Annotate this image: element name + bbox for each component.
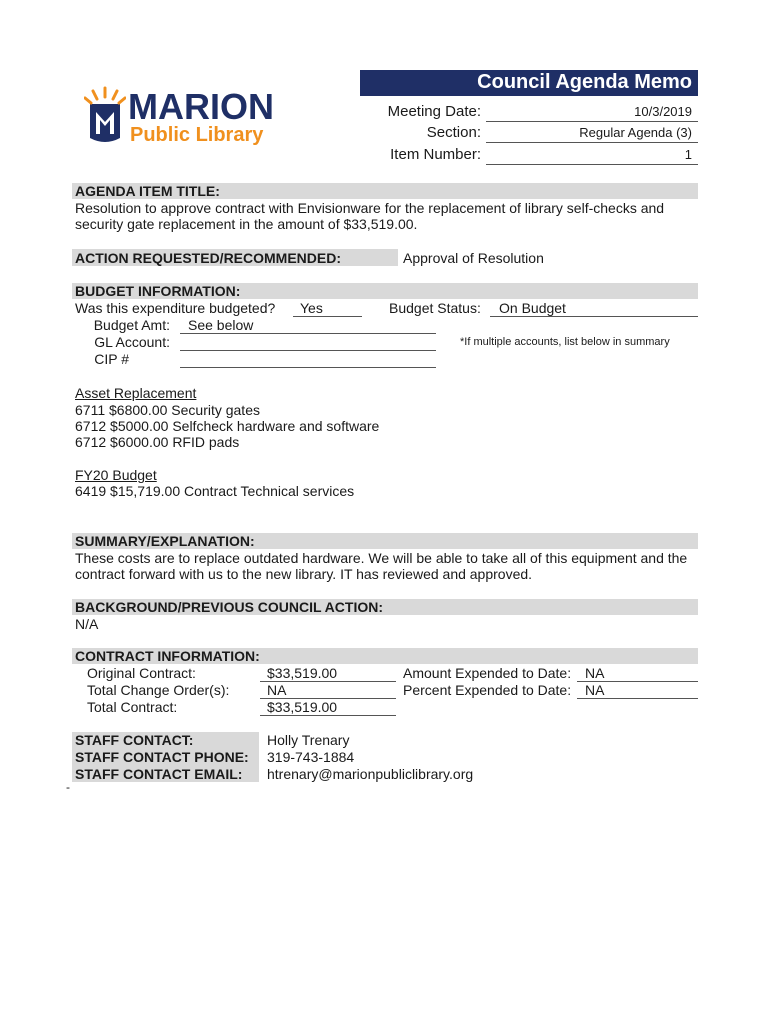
fy20-heading: FY20 Budget xyxy=(75,467,157,483)
staff-phone-value: 319-743-1884 xyxy=(267,749,355,765)
budget-amt-value: See below xyxy=(188,317,254,333)
asset-line: 6712 $6000.00 RFID pads xyxy=(75,434,240,450)
staff-contact-label: STAFF CONTACT: xyxy=(75,732,194,748)
meeting-date-label: Meeting Date: xyxy=(387,103,481,120)
contract-heading: CONTRACT INFORMATION: xyxy=(75,648,260,664)
change-order-value: NA xyxy=(267,682,287,698)
gl-account-label: GL Account: xyxy=(94,334,170,350)
change-order-label: Total Change Order(s): xyxy=(87,682,230,698)
asset-heading: Asset Replacement xyxy=(75,385,197,401)
footer-mark: - xyxy=(66,780,70,794)
original-contract-value: $33,519.00 xyxy=(267,665,338,681)
item-number-label: Item Number: xyxy=(390,146,481,163)
amount-expended-value: NA xyxy=(585,665,605,681)
memo-title: Council Agenda Memo xyxy=(477,71,692,93)
percent-expended-label: Percent Expended to Date: xyxy=(403,682,572,698)
meeting-date-line xyxy=(486,121,698,122)
agenda-item-line2: security gate replacement in the amount of $33,519.00. xyxy=(75,216,418,232)
meeting-date-value: 10/3/2019 xyxy=(634,104,692,119)
agenda-item-heading: AGENDA ITEM TITLE: xyxy=(75,183,220,199)
budgeted-answer: Yes xyxy=(300,300,323,316)
fy20-line: 6419 $15,719.00 Contract Technical services xyxy=(75,483,355,499)
amount-expended-label: Amount Expended to Date: xyxy=(403,665,572,681)
section-label: Section: xyxy=(426,124,481,141)
logo-subname: Public Library xyxy=(130,124,264,146)
section-value: Regular Agenda (3) xyxy=(579,125,692,140)
total-contract-line xyxy=(260,715,396,716)
asset-line: 6712 $5000.00 Selfcheck hardware and software xyxy=(75,418,380,434)
staff-email-label: STAFF CONTACT EMAIL: xyxy=(75,766,243,782)
summary-line1: These costs are to replace outdated hardware. We will be able to take all of this equipment and the xyxy=(75,550,688,566)
background-value: N/A xyxy=(75,616,99,632)
agenda-item-line1: Resolution to approve contract with Envisionware for the replacement of library self-checks and xyxy=(75,200,665,216)
multiple-accounts-note: *If multiple accounts, list below in summary xyxy=(460,336,670,348)
summary-line2: contract forward with us to the new library. IT has reviewed and approved. xyxy=(75,566,533,582)
total-contract-label: Total Contract: xyxy=(87,699,178,715)
original-contract-label: Original Contract: xyxy=(87,665,196,681)
cip-line xyxy=(180,367,436,368)
percent-expended-line xyxy=(577,698,698,699)
logo-name: MARION xyxy=(128,86,274,127)
library-logo-icon xyxy=(84,86,126,146)
gl-account-line xyxy=(180,350,436,351)
asset-line: 6711 $6800.00 Security gates xyxy=(75,402,260,418)
library-logo xyxy=(84,86,284,150)
item-number-value: 1 xyxy=(684,147,692,162)
percent-expended-value: NA xyxy=(585,682,605,698)
summary-heading: SUMMARY/EXPLANATION: xyxy=(75,533,255,549)
budget-status-label: Budget Status: xyxy=(389,300,481,316)
budget-amt-line xyxy=(180,333,436,334)
staff-phone-label: STAFF CONTACT PHONE: xyxy=(75,749,249,765)
budget-status-line xyxy=(490,316,698,317)
budget-heading: BUDGET INFORMATION: xyxy=(75,283,241,299)
action-heading: ACTION REQUESTED/RECOMMENDED: xyxy=(75,250,342,266)
staff-email-value: htrenary@marionpubliclibrary.org xyxy=(267,766,474,782)
budget-amt-label: Budget Amt: xyxy=(93,317,170,333)
budgeted-question: Was this expenditure budgeted? xyxy=(75,300,276,316)
background-heading: BACKGROUND/PREVIOUS COUNCIL ACTION: xyxy=(75,599,384,615)
budget-status-value: On Budget xyxy=(499,300,566,316)
action-value: Approval of Resolution xyxy=(403,250,544,266)
budgeted-line xyxy=(293,316,362,317)
total-contract-value: $33,519.00 xyxy=(267,699,338,715)
item-number-line xyxy=(486,164,698,165)
cip-label: CIP # xyxy=(94,351,129,367)
section-line xyxy=(486,142,698,143)
staff-contact-value: Holly Trenary xyxy=(267,732,350,748)
